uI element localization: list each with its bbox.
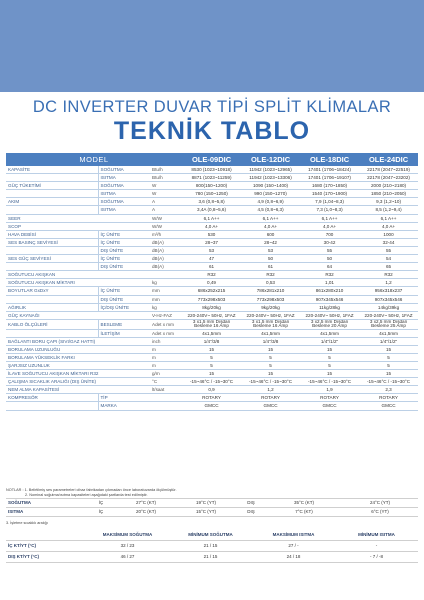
spec-value: 1,2 — [241, 386, 300, 394]
condition-value: 15°C (YT) — [176, 508, 236, 517]
spec-unit: g/m — [150, 370, 182, 378]
spec-value: 600 — [241, 230, 300, 238]
spec-row — [6, 246, 418, 254]
spec-subcategory: ISITMA — [98, 190, 150, 198]
spec-value: ROTARY — [241, 394, 300, 402]
spec-value: 8,5 (1,2~9,4) — [359, 206, 418, 214]
spec-subcategory: SOĞUTMA — [98, 182, 150, 190]
spec-subcategory: BESLEME — [98, 319, 150, 329]
note-line: 3. İşletme sıcaklık aralığı — [6, 521, 48, 525]
spec-value: 5 — [241, 353, 300, 361]
spec-row — [6, 345, 418, 353]
spec-value: 55 — [300, 246, 359, 254]
spec-category: BOYUTLAR GxDxY — [6, 287, 98, 295]
spec-value: 15 — [241, 345, 300, 353]
spec-subcategory: İÇ ÜNİTE — [98, 230, 150, 238]
spec-value: 786x281x210 — [241, 287, 300, 295]
model-header: OLE-24DIC — [359, 153, 418, 166]
spec-value: 3,4A (0,8~5,6) — [182, 206, 241, 214]
spec-row — [6, 263, 418, 271]
spec-value: R32 — [300, 271, 359, 279]
spec-row — [6, 182, 418, 190]
spec-row — [6, 378, 418, 386]
spec-value: ROTARY — [359, 394, 418, 402]
spec-value: 8kg/20kg — [182, 303, 241, 311]
spec-unit: dB(A) — [150, 263, 182, 271]
spec-unit: dB(A) — [150, 255, 182, 263]
spec-value: 4x1,5mm — [241, 329, 300, 337]
spec-value: 11kg/28kg — [300, 303, 359, 311]
spec-value: 47 — [182, 255, 241, 263]
spec-value: 220-240V~ 50Hz, 1FAZ — [300, 311, 359, 319]
spec-row — [6, 287, 418, 295]
spec-category — [6, 206, 98, 214]
range-label: DIŞ KT/YT (°C) — [6, 552, 86, 563]
spec-unit: W — [150, 190, 182, 198]
spec-category: BORULAMA UZUNLUĞU — [6, 345, 150, 353]
note-line: NOTLAR : 1. Belirtilmiş ses parametreleri cihaz fabrikadan çıkmadan önce laboratuvarda ölçülmüştür. — [6, 488, 177, 492]
spec-value: ROTARY — [182, 394, 241, 402]
spec-category: ÇALIŞMA SICAKLIK ARALIĞI (DIŞ ÜNİTE) — [6, 378, 150, 386]
page-title: TEKNİK TABLO — [113, 117, 311, 145]
spec-value: R32 — [241, 271, 300, 279]
spec-category — [6, 295, 98, 303]
spec-row — [6, 402, 418, 410]
range-value: 21 / 15 — [169, 552, 252, 563]
spec-value: 15 — [300, 370, 359, 378]
spec-value: 4x1,5mm — [182, 329, 241, 337]
spec-unit: kg — [150, 303, 182, 311]
spec-value: 4x1,5mm — [300, 329, 359, 337]
spec-unit: Btu/h — [150, 166, 182, 174]
range-value: 21 / 15 — [169, 541, 252, 552]
spec-value: 530 — [182, 230, 241, 238]
spec-row — [6, 166, 418, 174]
spec-row — [6, 329, 418, 337]
spec-value: 50 — [241, 255, 300, 263]
spec-subcategory: İÇ ÜNİTE — [98, 238, 150, 246]
spec-value: 6,1 A++ — [359, 214, 418, 222]
condition-row — [6, 508, 418, 517]
spec-value: -15~46°C / -15~30°C — [300, 378, 359, 386]
range-header: MAKSİMUM ISITMA — [252, 530, 335, 541]
spec-unit: m³/h — [150, 230, 182, 238]
spec-value: 861x280x210 — [300, 287, 359, 295]
spec-row — [6, 214, 418, 222]
spec-row — [6, 190, 418, 198]
spec-subcategory: DIŞ ÜNİTE — [98, 295, 150, 303]
spec-value: 4,0 A+ — [241, 222, 300, 230]
spec-subcategory: DIŞ ÜNİTE — [98, 246, 150, 254]
range-header: MİNİMUM SOĞUTMA — [169, 530, 252, 541]
spec-unit: W/W — [150, 222, 182, 230]
spec-row — [6, 386, 418, 394]
model-header: OLE-18DIC — [300, 153, 359, 166]
spec-value: 7,9 (1,04~8,3) — [300, 198, 359, 206]
spec-unit: W — [150, 182, 182, 190]
spec-unit: mm — [150, 287, 182, 295]
spec-category: KOMPRESÖR — [6, 394, 98, 402]
spec-value: 1/4"/1/2" — [300, 337, 359, 345]
spec-category: AĞIRLIK — [6, 303, 98, 311]
range-value: 32 / 23 — [86, 541, 169, 552]
spec-subcategory: ISITMA — [98, 174, 150, 182]
spec-value: 907x345x546 — [300, 295, 359, 303]
spec-value: 17401 (1706~19107) — [300, 174, 359, 182]
spec-value: 22178 (2047~23202) — [359, 174, 418, 182]
spec-value: 11942 (1023~12965) — [241, 166, 300, 174]
spec-unit: dB(A) — [150, 238, 182, 246]
spec-unit — [150, 394, 182, 402]
spec-row — [6, 353, 418, 361]
spec-value: 773x298x503 — [182, 295, 241, 303]
spec-row — [6, 319, 418, 329]
note-line: 2. Nominal soğutma/ısıtma kapasiteleri aşağıdaki şartlarda test edilmiştir. — [25, 492, 148, 497]
spec-unit: kg — [150, 279, 182, 287]
spec-category: GÜÇ TÜKETİMİ — [6, 182, 98, 190]
spec-category: SES GÜÇ SEVİYESİ — [6, 255, 98, 263]
spec-value: 22178 (2047~22519) — [359, 166, 418, 174]
spec-category: BAĞLANTI BORU ÇAPI (SIVI/GAZ HATTI) — [6, 337, 150, 345]
spec-category: NEM ALMA KAPASİTESİ — [6, 386, 150, 394]
spec-value: 65 — [359, 263, 418, 271]
spec-value: 61 — [182, 263, 241, 271]
condition-side: DIŞ — [236, 508, 266, 517]
spec-value: 6,1 A++ — [182, 214, 241, 222]
notes — [6, 488, 418, 498]
spec-value: 3,6 (0,8~5,8) — [182, 198, 241, 206]
range-label: İÇ KT/YT (°C) — [6, 541, 86, 552]
range-row — [6, 552, 418, 563]
spec-value: 5 — [182, 353, 241, 361]
spec-value: 1850 (210~2050) — [359, 190, 418, 198]
spec-category: HAVA DEBİSİ — [6, 230, 98, 238]
spec-value: 1/4"/3/8 — [182, 337, 241, 345]
spec-value: 11942 (1023~13306) — [241, 174, 300, 182]
spec-value: 1680 (170~1850) — [300, 182, 359, 190]
spec-value: 3 x2,5 mm Dışdan Besleme 25 Amp — [359, 319, 418, 329]
spec-value: 8530 (1023~10918) — [182, 166, 241, 174]
spec-value: 8871 (1023~11259) — [182, 174, 241, 182]
spec-category: SEER — [6, 214, 150, 222]
spec-row — [6, 295, 418, 303]
spec-value: 1/4"/1/2" — [359, 337, 418, 345]
spec-row — [6, 222, 418, 230]
spec-row — [6, 361, 418, 369]
spec-unit: lt/saat — [150, 386, 182, 394]
spec-value: 6,1 A++ — [241, 214, 300, 222]
spec-value: 15 — [241, 370, 300, 378]
range-value: - — [335, 541, 418, 552]
condition-side: DIŞ — [236, 499, 266, 508]
spec-value: 3 x2,5 mm Dışdan Besleme 20 Amp — [300, 319, 359, 329]
spec-value: 5 — [300, 361, 359, 369]
spec-value: GMCC — [182, 402, 241, 410]
spec-unit: m — [150, 345, 182, 353]
condition-value: 35°C (KT) — [266, 499, 342, 508]
spec-unit: mm — [150, 295, 182, 303]
spec-table-body — [6, 153, 418, 410]
spec-value: R32 — [182, 271, 241, 279]
spec-subcategory: İÇ ÜNİTE — [98, 287, 150, 295]
spec-value: 9kg/20kg — [241, 303, 300, 311]
spec-value: 61 — [241, 263, 300, 271]
operating-range-table — [6, 530, 418, 563]
spec-value: 4,0 A+ — [300, 222, 359, 230]
spec-subcategory: MARKA — [98, 402, 150, 410]
spec-category: KABLO ÖLÇÜLERİ — [6, 319, 98, 329]
spec-category: İLAVE SOĞUTUCU AKIŞKAN MİKTARI R32 — [6, 370, 150, 378]
spec-value: 50 — [300, 255, 359, 263]
spec-unit: m — [150, 361, 182, 369]
spec-unit: V-Hz-FAZ — [150, 311, 182, 319]
page-subtitle: DC INVERTER DUVAR TİPİ SPLİT KLİMALAR — [32, 98, 392, 116]
spec-subcategory: TİP — [98, 394, 150, 402]
spec-unit — [150, 402, 182, 410]
spec-value: 53 — [182, 246, 241, 254]
spec-value: 4,5 (0,8~6,3) — [241, 206, 300, 214]
spec-value: 220-240V~ 50Hz, 1FAZ — [359, 311, 418, 319]
spec-category: SES BASINÇ SEVİYESİ — [6, 238, 98, 246]
condition-side: İÇ — [86, 499, 116, 508]
spec-value: 907x345x546 — [359, 295, 418, 303]
model-header: OLE-09DIC — [182, 153, 241, 166]
condition-value: 20°C (KT) — [116, 508, 176, 517]
spec-value: 15 — [182, 370, 241, 378]
spec-row — [6, 230, 418, 238]
spec-category — [6, 263, 98, 271]
spec-value: 53 — [241, 246, 300, 254]
spec-value: 14kg/39kg — [359, 303, 418, 311]
range-header: MİNİMUM ISITMA — [335, 530, 418, 541]
spec-value: 956x318x237 — [359, 287, 418, 295]
spec-category — [6, 246, 98, 254]
spec-category: BORULAMA YÜKSEKLİK FARKI — [6, 353, 150, 361]
spec-value: 4x1,5mm — [359, 329, 418, 337]
range-header-row — [6, 530, 418, 541]
spec-value: -15~46°C / -15~30°C — [182, 378, 241, 386]
condition-value: 24°C (YT) — [342, 499, 418, 508]
spec-value: 1,9 — [300, 386, 359, 394]
spec-value: R32 — [359, 271, 418, 279]
spec-unit: Adet x mm — [150, 329, 182, 337]
spec-value: 54 — [359, 255, 418, 263]
spec-value: 6,1 A++ — [300, 214, 359, 222]
spec-value: 4,9 (0,8~6,9) — [241, 198, 300, 206]
spec-value: 32-44 — [359, 238, 418, 246]
spec-value: 15 — [359, 370, 418, 378]
spec-value: GMCC — [300, 402, 359, 410]
spec-value: 220-240V~ 50Hz, 1FAZ — [182, 311, 241, 319]
spec-value: 1/4"/3/8 — [241, 337, 300, 345]
spec-value: 3 x1,5 mm Dışdan Besleme 16 Amp — [241, 319, 300, 329]
spec-value: GMCC — [359, 402, 418, 410]
spec-value: 686x252x215 — [182, 287, 241, 295]
spec-row — [6, 394, 418, 402]
spec-value: 780 (150~1250) — [182, 190, 241, 198]
spec-value: 1,01 — [300, 279, 359, 287]
spec-value: 64 — [300, 263, 359, 271]
spec-category: ŞARJSIZ UZUNLUK — [6, 361, 150, 369]
spec-value: 773x298x503 — [241, 295, 300, 303]
spec-row — [6, 271, 418, 279]
spec-subcategory: DIŞ ÜNİTE — [98, 263, 150, 271]
spec-value: 5 — [241, 361, 300, 369]
spec-value: 5 — [359, 353, 418, 361]
spec-value: 4,0 A+ — [359, 222, 418, 230]
test-conditions-table — [6, 498, 418, 517]
condition-value: 6°C (YT) — [342, 508, 418, 517]
spec-row — [6, 238, 418, 246]
spec-row — [6, 198, 418, 206]
spec-row — [6, 255, 418, 263]
range-value: 27 / - — [252, 541, 335, 552]
condition-value: 27°C (KT) — [116, 499, 176, 508]
range-row — [6, 541, 418, 552]
spec-category: SCOP — [6, 222, 150, 230]
spec-subcategory: İÇ ÜNİTE — [98, 255, 150, 263]
spec-row — [6, 370, 418, 378]
spec-value: 220-240V~ 50Hz, 1FAZ — [241, 311, 300, 319]
top-banner — [0, 0, 424, 92]
spec-value: -15~46°C / -15~30°C — [359, 378, 418, 386]
condition-label: ISITMA — [6, 508, 86, 517]
spec-unit: W/W — [150, 214, 182, 222]
spec-value: ROTARY — [300, 394, 359, 402]
spec-unit: inch — [150, 337, 182, 345]
test-conditions-body — [6, 499, 418, 517]
range-value: 46 / 27 — [86, 552, 169, 563]
spec-subcategory: SOĞUTMA — [98, 166, 150, 174]
spec-subcategory: İÇ/DIŞ ÜNİTE — [98, 303, 150, 311]
spec-value: 0,9 — [182, 386, 241, 394]
spec-value: 1090 (150~1400) — [241, 182, 300, 190]
condition-value: 7°C (KT) — [266, 508, 342, 517]
condition-label: SOĞUTMA — [6, 499, 86, 508]
spec-value: 3 x1,5 mm Dışdan Besleme 16 Amp — [182, 319, 241, 329]
spec-value: 1000 — [359, 230, 418, 238]
spec-row — [6, 174, 418, 182]
model-header: OLE-12DIC — [241, 153, 300, 166]
spec-value: -15~46°C / -15~30°C — [241, 378, 300, 386]
spec-category — [6, 329, 98, 337]
range-header: MAKSİMUM SOĞUTMA — [86, 530, 169, 541]
model-label: MODEL — [6, 153, 182, 166]
spec-value: 15 — [359, 345, 418, 353]
spec-row — [6, 303, 418, 311]
spec-row — [6, 337, 418, 345]
spec-row — [6, 206, 418, 214]
spec-value: 990 (150~1270) — [241, 190, 300, 198]
spec-value: 700 — [300, 230, 359, 238]
spec-value: 0,49 — [182, 279, 241, 287]
spec-unit: A — [150, 206, 182, 214]
spec-value: 15 — [182, 345, 241, 353]
spec-value: 9,3 (1,2~10) — [359, 198, 418, 206]
range-value: 24 / 18 — [252, 552, 335, 563]
condition-value: 19°C (YT) — [176, 499, 236, 508]
spec-row — [6, 311, 418, 319]
spec-value: GMCC — [241, 402, 300, 410]
spec-value: 28~42 — [241, 238, 300, 246]
spec-value: 1,2 — [359, 279, 418, 287]
spec-value: 2000 (210~2180) — [359, 182, 418, 190]
spec-value: 1540 (170~1900) — [300, 190, 359, 198]
spec-value: 5 — [300, 353, 359, 361]
spec-category: SOĞUTUCU AKIŞKAN MİKTARI — [6, 279, 150, 287]
condition-side: İÇ — [86, 508, 116, 517]
spec-category: KAPASİTE — [6, 166, 98, 174]
spec-unit: m — [150, 353, 182, 361]
spec-subcategory: SOĞUTMA — [98, 198, 150, 206]
spec-header-row — [6, 153, 418, 166]
spec-category — [6, 174, 98, 182]
condition-row — [6, 499, 418, 508]
spec-unit: dB(A) — [150, 246, 182, 254]
spec-table — [6, 153, 418, 411]
spec-value: 55 — [359, 246, 418, 254]
spec-subcategory: İLETİŞİM — [98, 329, 150, 337]
spec-value: 15 — [300, 345, 359, 353]
spec-subcategory: ISITMA — [98, 206, 150, 214]
spec-value: 7,3 (1,0~8,3) — [300, 206, 359, 214]
spec-unit: °C — [150, 378, 182, 386]
spec-category — [6, 190, 98, 198]
spec-value: 2,3 — [359, 386, 418, 394]
range-value: - 7 / -8 — [335, 552, 418, 563]
spec-value: 4,0 A+ — [182, 222, 241, 230]
spec-category: SOĞUTUCU AKIŞKAN — [6, 271, 150, 279]
spec-value: 0,53 — [241, 279, 300, 287]
range-corner — [6, 530, 86, 541]
spec-value: 30-42 — [300, 238, 359, 246]
spec-category: AKIM — [6, 198, 98, 206]
spec-unit: Btu/h — [150, 174, 182, 182]
spec-value: 5 — [359, 361, 418, 369]
spec-value: 800(150~1200) — [182, 182, 241, 190]
operating-range-body — [6, 530, 418, 563]
spec-row — [6, 279, 418, 287]
spec-value: 5 — [182, 361, 241, 369]
spec-value: 28~37 — [182, 238, 241, 246]
spec-unit — [150, 271, 182, 279]
spec-unit: A — [150, 198, 182, 206]
spec-category: GÜÇ KAYNAĞI — [6, 311, 150, 319]
spec-value: 17401 (1706~18424) — [300, 166, 359, 174]
spec-category — [6, 402, 98, 410]
spec-unit: Adet x mm — [150, 319, 182, 329]
